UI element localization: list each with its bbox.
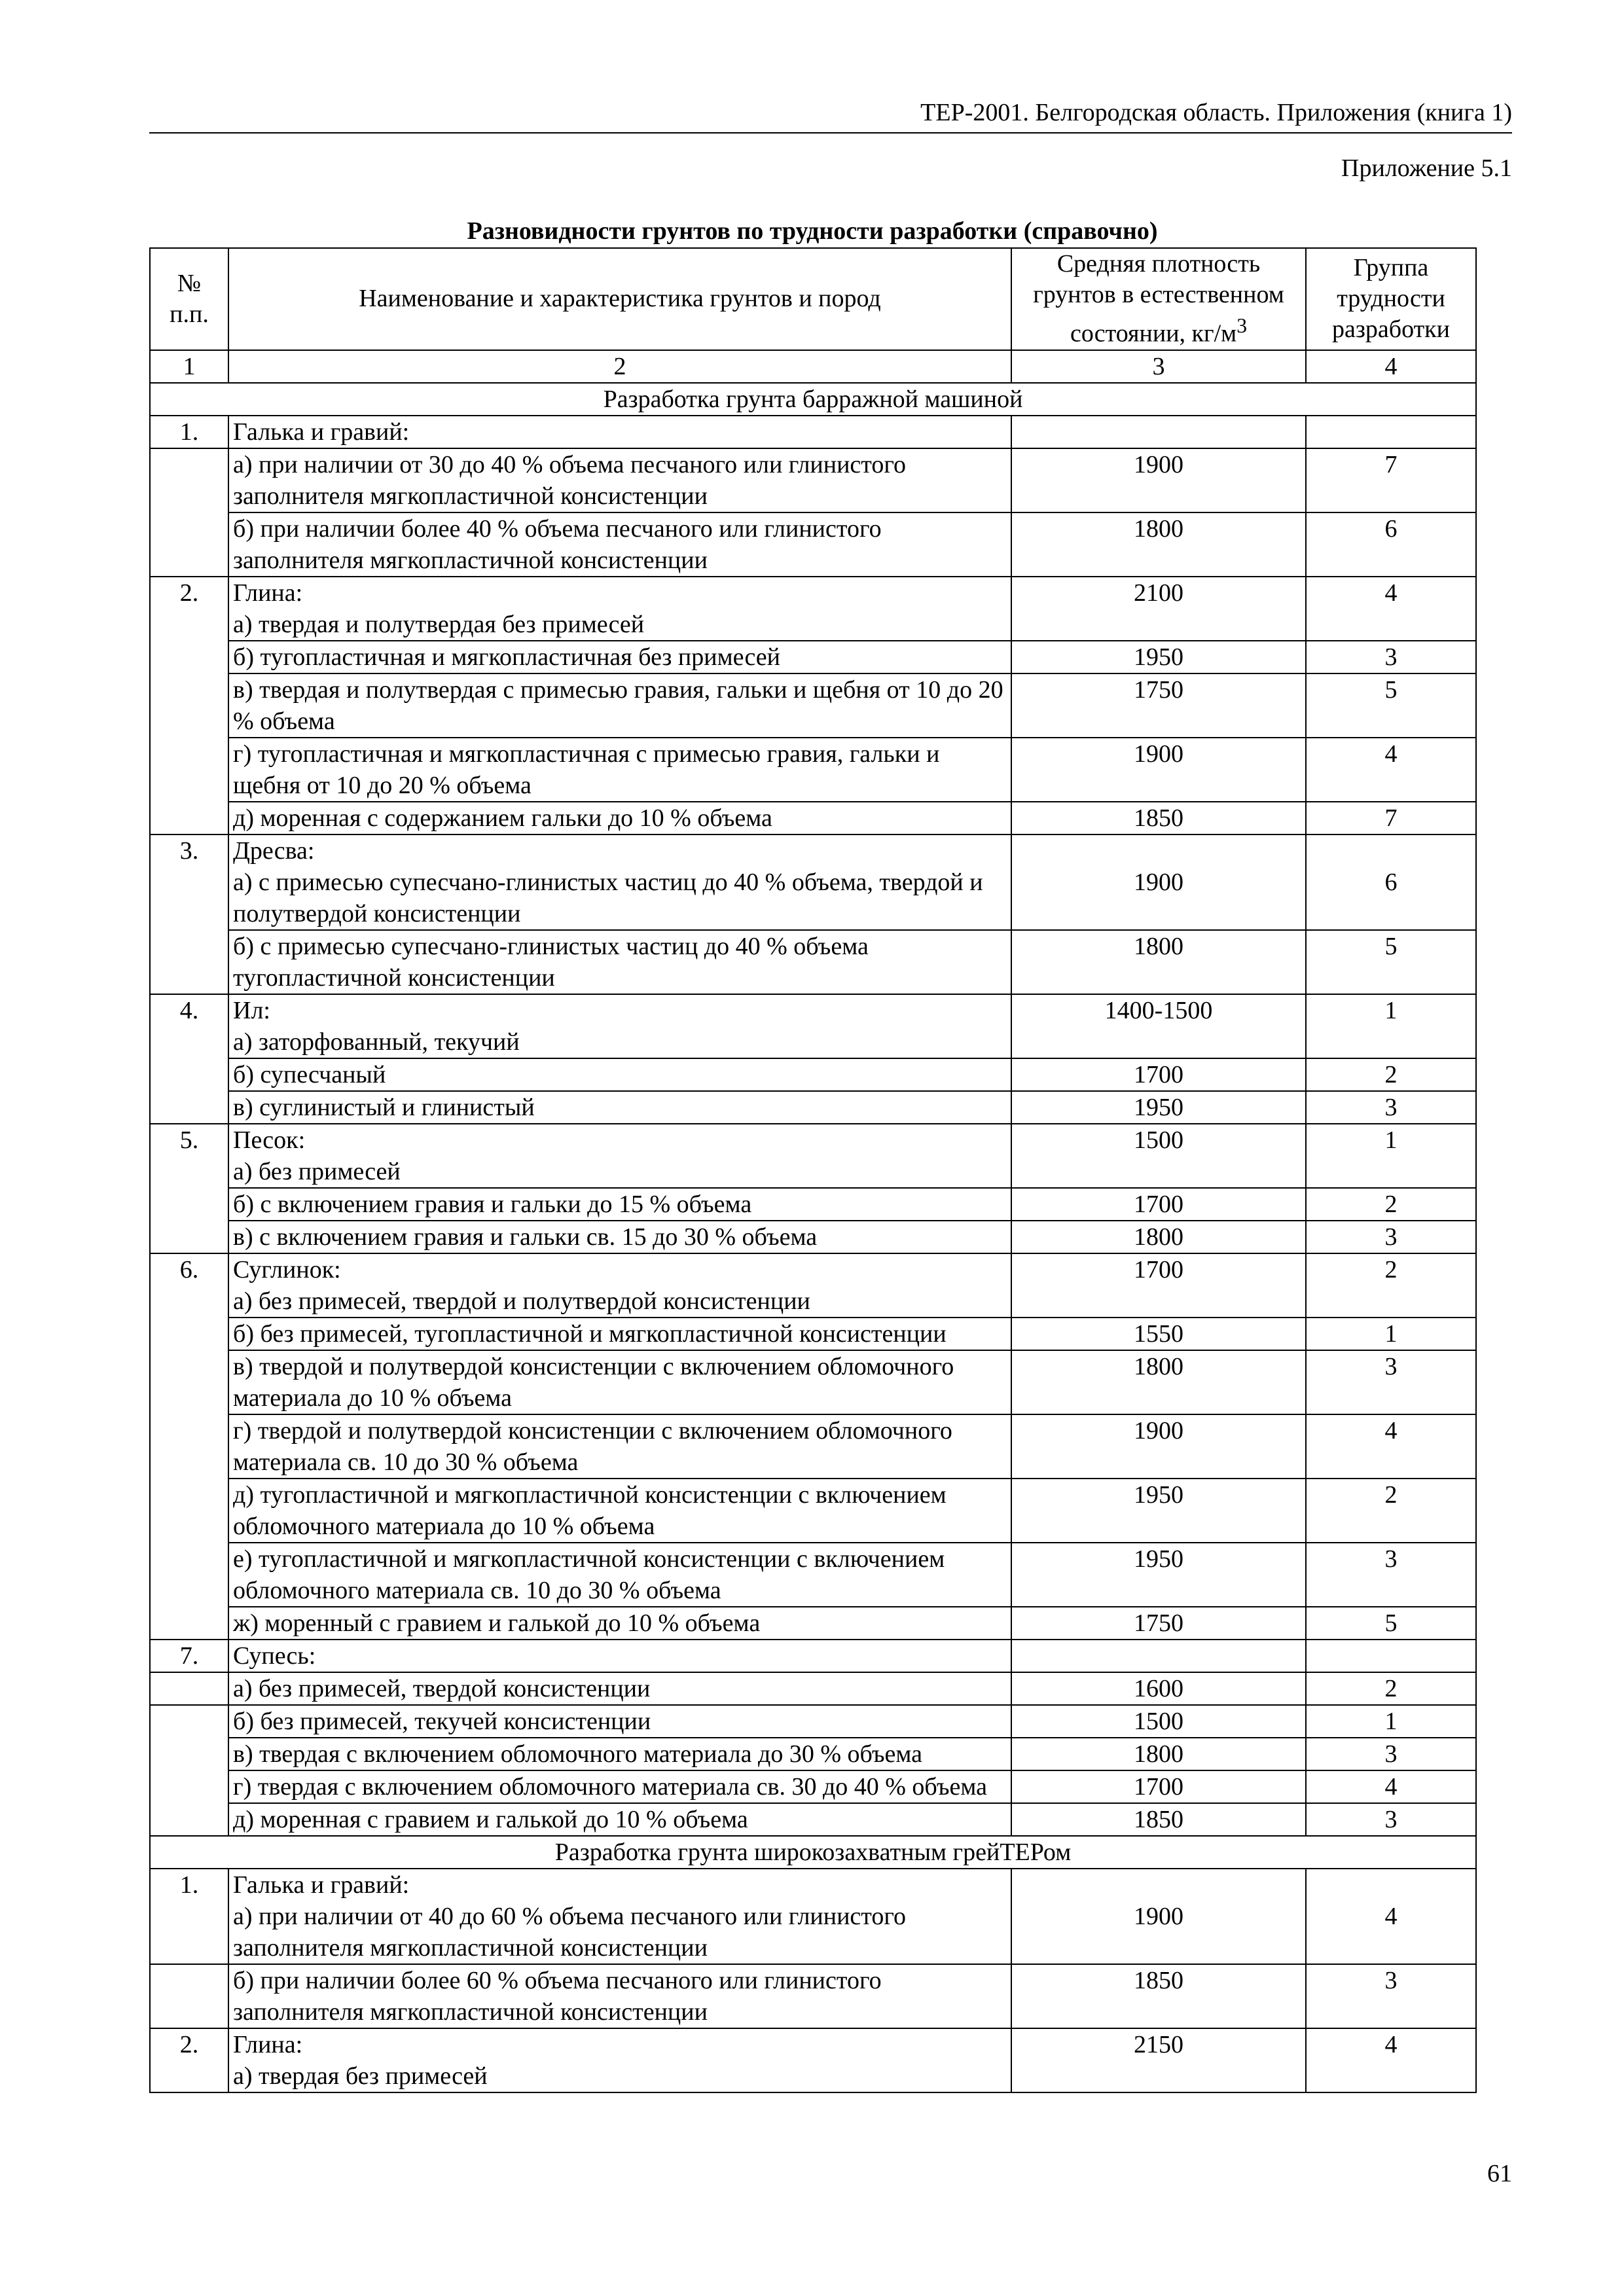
column-number: 4 — [1306, 350, 1476, 383]
soil-name: Суглинок: а) без примесей, твердой и полутвердой консистенции — [228, 1253, 1011, 1318]
density-value: 1950 — [1011, 641, 1306, 673]
group-cell — [1306, 416, 1476, 448]
soil-name: Галька и гравий: а) при наличии от 40 до 60 % объема песчаного или глинистого заполнителя мягкопластичной консистенции — [228, 1869, 1011, 1964]
density-value: 1850 — [1011, 1803, 1306, 1836]
table-row — [150, 416, 1476, 448]
soil-name: Ил: а) заторфованный, текучий — [228, 994, 1011, 1058]
row-number: 7. — [150, 1640, 228, 1672]
row-number — [150, 1738, 228, 1770]
row-number — [150, 448, 228, 512]
table-row — [150, 1964, 1476, 2028]
soil-name: а) без примесей, твердой консистенции — [228, 1672, 1011, 1705]
table-row — [150, 577, 1476, 641]
density-value: 1950 — [1011, 1091, 1306, 1124]
column-number: 1 — [150, 350, 228, 383]
table-row — [150, 1058, 1476, 1091]
density-value: 1800 — [1011, 1738, 1306, 1770]
table-row — [150, 1253, 1476, 1318]
table-header-row — [150, 248, 1476, 350]
group-value: 2 — [1306, 1058, 1476, 1091]
table-row — [150, 673, 1476, 738]
density-value: 2150 — [1011, 2028, 1306, 2092]
group-value: 7 — [1306, 448, 1476, 512]
table-row — [150, 1479, 1476, 1543]
row-number — [150, 1318, 228, 1350]
soil-table — [149, 247, 1477, 2093]
row-number — [150, 1479, 228, 1543]
group-value: 5 — [1306, 1607, 1476, 1640]
row-number — [150, 802, 228, 834]
row-number — [150, 738, 228, 802]
table-row — [150, 994, 1476, 1058]
density-value: 1750 — [1011, 673, 1306, 738]
soil-name: Дресва: а) с примесью супесчано-глинистых частиц до 40 % объема, твердой и полутвердой консистенции — [228, 834, 1011, 930]
density-value: 2100 — [1011, 577, 1306, 641]
soil-name: а) при наличии от 30 до 40 % объема песчаного или глинистого заполнителя мягкопластичной консистенции — [228, 448, 1011, 512]
table-row — [150, 1869, 1476, 1964]
group-value: 3 — [1306, 1803, 1476, 1836]
group-value: 1 — [1306, 1124, 1476, 1188]
group-value: 2 — [1306, 1253, 1476, 1318]
table-row — [150, 1318, 1476, 1350]
column-number: 2 — [228, 350, 1011, 383]
header-no: № п.п. — [150, 248, 228, 350]
group-value: 3 — [1306, 1091, 1476, 1124]
group-cell — [1306, 1640, 1476, 1672]
group-value: 1 — [1306, 1318, 1476, 1350]
density-value: 1900 — [1011, 1869, 1306, 1964]
row-number — [150, 1221, 228, 1253]
running-header — [149, 93, 1512, 134]
table-row — [150, 1738, 1476, 1770]
row-number: 1. — [150, 416, 228, 448]
soil-name: в) суглинистый и глинистый — [228, 1091, 1011, 1124]
soil-name: в) с включением гравия и гальки св. 15 до 30 % объема — [228, 1221, 1011, 1253]
density-value: 1950 — [1011, 1479, 1306, 1543]
table-row — [150, 834, 1476, 930]
row-number — [150, 1414, 228, 1479]
row-number — [150, 673, 228, 738]
group-value: 4 — [1306, 738, 1476, 802]
table-row — [150, 512, 1476, 577]
group-value: 4 — [1306, 1770, 1476, 1803]
soil-name: в) твердая и полутвердая с примесью гравия, гальки и щебня от 10 до 20 % объема — [228, 673, 1011, 738]
row-number: 1. — [150, 1869, 228, 1964]
table-row — [150, 1770, 1476, 1803]
density-value: 1750 — [1011, 1607, 1306, 1640]
row-number — [150, 512, 228, 577]
soil-name: Глина: а) твердая и полутвердая без примесей — [228, 577, 1011, 641]
soil-name: ж) моренный с гравием и галькой до 10 % объема — [228, 1607, 1011, 1640]
running-title: ТЕР-2001. Белгородская область. Приложения (книга 1) — [920, 99, 1512, 126]
density-value: 1400-1500 — [1011, 994, 1306, 1058]
density-value: 1800 — [1011, 512, 1306, 577]
group-value: 7 — [1306, 802, 1476, 834]
soil-name: б) при наличии более 40 % объема песчаного или глинистого заполнителя мягкопластичной консистенции — [228, 512, 1011, 577]
group-value: 4 — [1306, 1414, 1476, 1479]
table-row — [150, 1188, 1476, 1221]
column-number: 3 — [1011, 350, 1306, 383]
group-value: 4 — [1306, 577, 1476, 641]
table-row — [150, 1640, 1476, 1672]
section-row — [150, 383, 1476, 416]
density-value: 1900 — [1011, 738, 1306, 802]
group-value: 3 — [1306, 1738, 1476, 1770]
header-density: Средняя плотность грунтов в естественном состоянии, $кг/м^3$ — [1011, 248, 1306, 350]
group-title: Супесь: — [228, 1640, 1011, 1672]
soil-name: г) твердой и полутвердой консистенции с включением обломочного материала св. 10 до 30 % объема — [228, 1414, 1011, 1479]
table-row — [150, 2028, 1476, 2092]
group-value: 3 — [1306, 1350, 1476, 1414]
group-value: 4 — [1306, 2028, 1476, 2092]
header-group: Группа трудности разработки — [1306, 248, 1476, 350]
header-name: Наименование и характеристика грунтов и пород — [228, 248, 1011, 350]
density-value: 1600 — [1011, 1672, 1306, 1705]
group-value: 6 — [1306, 512, 1476, 577]
group-value: 2 — [1306, 1479, 1476, 1543]
row-number — [150, 930, 228, 994]
table-row — [150, 1350, 1476, 1414]
table-row — [150, 802, 1476, 834]
soil-name: д) моренная с гравием и галькой до 10 % объема — [228, 1803, 1011, 1836]
row-number: 5. — [150, 1124, 228, 1188]
row-number — [150, 1058, 228, 1091]
soil-name: в) твердой и полутвердой консистенции с включением обломочного материала до 10 % объема — [228, 1350, 1011, 1414]
group-value: 1 — [1306, 994, 1476, 1058]
table-title: Разновидности грунтов по трудности разработки (справочно) — [467, 217, 1158, 245]
table-row — [150, 641, 1476, 673]
table-row — [150, 448, 1476, 512]
table-row — [150, 1672, 1476, 1705]
row-number — [150, 1607, 228, 1640]
density-value: 1950 — [1011, 1543, 1306, 1607]
row-number: 2. — [150, 2028, 228, 2092]
section-title: Разработка грунта барражной машиной — [150, 383, 1476, 416]
soil-name: б) без примесей, текучей консистенции — [228, 1705, 1011, 1738]
density-value: 1850 — [1011, 1964, 1306, 2028]
row-number — [150, 1543, 228, 1607]
row-number — [150, 1964, 228, 2028]
density-value: 1850 — [1011, 802, 1306, 834]
soil-name: г) тугопластичная и мягкопластичная с примесью гравия, гальки и щебня от 10 до 20 % объема — [228, 738, 1011, 802]
density-value: 1700 — [1011, 1058, 1306, 1091]
group-value: 2 — [1306, 1672, 1476, 1705]
group-value: 4 — [1306, 1869, 1476, 1964]
table-row — [150, 1124, 1476, 1188]
density-cell — [1011, 416, 1306, 448]
density-value: 1500 — [1011, 1705, 1306, 1738]
row-number — [150, 1770, 228, 1803]
row-number: 4. — [150, 994, 228, 1058]
soil-name: г) твердая с включением обломочного материала св. 30 до 40 % объема — [228, 1770, 1011, 1803]
density-value: 1800 — [1011, 1350, 1306, 1414]
table-row — [150, 1091, 1476, 1124]
soil-name: б) без примесей, тугопластичной и мягкопластичной консистенции — [228, 1318, 1011, 1350]
group-value: 3 — [1306, 1964, 1476, 2028]
appendix-label: Приложение 5.1 — [1341, 154, 1512, 182]
row-number: 3. — [150, 834, 228, 930]
density-value: 1900 — [1011, 448, 1306, 512]
row-number — [150, 1350, 228, 1414]
soil-name: б) супесчаный — [228, 1058, 1011, 1091]
density-value: 1800 — [1011, 930, 1306, 994]
soil-name: е) тугопластичной и мягкопластичной консистенции с включением обломочного материала св. 10 до 30 % объема — [228, 1543, 1011, 1607]
group-value: 1 — [1306, 1705, 1476, 1738]
table-row — [150, 1705, 1476, 1738]
group-value: 5 — [1306, 673, 1476, 738]
group-value: 5 — [1306, 930, 1476, 994]
soil-name: б) с примесью супесчано-глинистых частиц до 40 % объема тугопластичной консистенции — [228, 930, 1011, 994]
density-cell — [1011, 1640, 1306, 1672]
column-number-row — [150, 350, 1476, 383]
table-row — [150, 1607, 1476, 1640]
group-title: Галька и гравий: — [228, 416, 1011, 448]
group-value: 3 — [1306, 641, 1476, 673]
section-row — [150, 1836, 1476, 1869]
table-row — [150, 930, 1476, 994]
group-value: 3 — [1306, 1221, 1476, 1253]
density-value: 1900 — [1011, 1414, 1306, 1479]
soil-name: Глина: а) твердая без примесей — [228, 2028, 1011, 2092]
row-number — [150, 641, 228, 673]
row-number — [150, 1672, 228, 1705]
density-value: 1700 — [1011, 1770, 1306, 1803]
group-value: 3 — [1306, 1543, 1476, 1607]
table-row — [150, 1414, 1476, 1479]
soil-name: б) при наличии более 60 % объема песчаного или глинистого заполнителя мягкопластичной консистенции — [228, 1964, 1011, 2028]
row-number: 6. — [150, 1253, 228, 1318]
density-value: 1500 — [1011, 1124, 1306, 1188]
table-row — [150, 738, 1476, 802]
row-number — [150, 1091, 228, 1124]
soil-name: д) моренная с содержанием гальки до 10 % объема — [228, 802, 1011, 834]
table-row — [150, 1543, 1476, 1607]
section-title: Разработка грунта широкозахватным грейТЕРом — [150, 1836, 1476, 1869]
row-number — [150, 1188, 228, 1221]
row-number — [150, 1803, 228, 1836]
soil-name: д) тугопластичной и мягкопластичной консистенции с включением обломочного материала до 10 % объема — [228, 1479, 1011, 1543]
soil-name: б) тугопластичная и мягкопластичная без примесей — [228, 641, 1011, 673]
soil-name: в) твердая с включением обломочного материала до 30 % объема — [228, 1738, 1011, 1770]
density-value: 1700 — [1011, 1253, 1306, 1318]
group-value: 6 — [1306, 834, 1476, 930]
density-value: 1550 — [1011, 1318, 1306, 1350]
density-value: 1800 — [1011, 1221, 1306, 1253]
row-number — [150, 1705, 228, 1738]
density-value: 1900 — [1011, 834, 1306, 930]
group-value: 2 — [1306, 1188, 1476, 1221]
soil-name: б) с включением гравия и гальки до 15 % объема — [228, 1188, 1011, 1221]
density-value: 1700 — [1011, 1188, 1306, 1221]
soil-name: Песок: а) без примесей — [228, 1124, 1011, 1188]
table-row — [150, 1803, 1476, 1836]
table-row — [150, 1221, 1476, 1253]
row-number: 2. — [150, 577, 228, 641]
page-number: 61 — [1487, 2160, 1512, 2187]
